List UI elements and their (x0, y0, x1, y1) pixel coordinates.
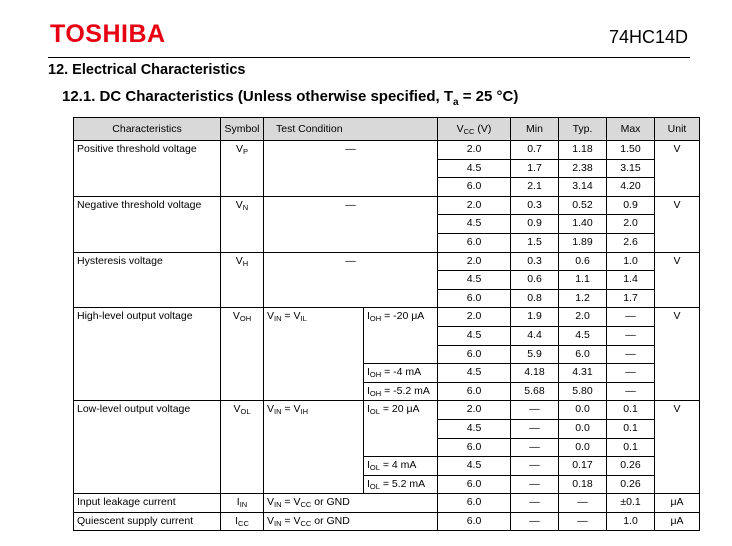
symbol-cell (221, 512, 264, 531)
sub-cond-p: I (367, 403, 370, 416)
max-value: 1.4 (607, 271, 655, 290)
cond-a-sub: IN (274, 314, 282, 324)
sub-cond-p: I (367, 477, 370, 490)
symbol-sub: P (243, 147, 249, 156)
subtitle-main: 12.1. DC Characteristics (Unless otherwise specified, T (62, 88, 453, 105)
table-row (74, 401, 700, 420)
sub-cond-t: = -5.2 mA (381, 384, 430, 397)
symbol-cell (221, 308, 264, 401)
sub-cond-s: OH (369, 314, 382, 324)
typ-value: 1.89 (559, 233, 607, 252)
vcc-value: 4.5 (438, 457, 511, 476)
sub-cond-s: OL (369, 407, 380, 417)
subsection-title (62, 88, 518, 108)
cond-b: = V (281, 514, 301, 527)
characteristic-name: Negative threshold voltage (74, 196, 221, 252)
table-row (74, 252, 700, 271)
cond-a-sub: IN (274, 500, 282, 510)
sub-condition (364, 475, 438, 494)
typ-value: 0.0 (559, 401, 607, 420)
table-row (74, 512, 700, 531)
col-vcc-sub: CC (463, 127, 475, 136)
sub-cond-t: = 20 μA (379, 403, 420, 416)
cond-b: = V (281, 310, 301, 323)
cond-a: V (267, 403, 275, 416)
sub-cond-t: = -20 μA (381, 310, 425, 323)
col-vcc-unit: (V) (474, 123, 492, 135)
min-value: — (511, 475, 559, 494)
sub-cond-p: I (367, 310, 370, 323)
cond-c: or GND (311, 496, 350, 509)
typ-value: 2.38 (559, 159, 607, 178)
max-value: 4.20 (607, 178, 655, 197)
header-rule (48, 57, 690, 58)
sub-cond-s: OH (369, 388, 382, 398)
min-value: 0.9 (511, 215, 559, 234)
section-title: 12. Electrical Characteristics (48, 62, 246, 78)
typ-value: 1.18 (559, 141, 607, 160)
symbol-main: V (233, 403, 241, 416)
cond-b-sub: IH (300, 407, 308, 417)
max-value: 0.1 (607, 419, 655, 438)
max-value: — (607, 382, 655, 401)
max-value: — (607, 364, 655, 383)
max-value: 0.1 (607, 401, 655, 420)
min-value: 4.18 (511, 364, 559, 383)
test-condition (264, 401, 364, 494)
typ-value: 4.5 (559, 326, 607, 345)
sub-cond-p: I (367, 384, 370, 397)
characteristic-name: Hysteresis voltage (74, 252, 221, 308)
sub-condition (364, 308, 438, 364)
symbol-main: I (235, 514, 239, 527)
col-vcc-v: V (456, 123, 464, 135)
cond-a-sub: IN (274, 518, 282, 528)
col-unit: Unit (655, 118, 700, 141)
sub-cond-s: OL (369, 481, 380, 491)
cond-b-sub: IL (300, 314, 307, 324)
max-value: 0.1 (607, 438, 655, 457)
max-value: 1.50 (607, 141, 655, 160)
max-value: ±0.1 (607, 494, 655, 513)
sub-cond-t: = -4 mA (381, 366, 422, 379)
symbol-main: I (236, 496, 240, 509)
table-row (74, 494, 700, 513)
col-test-condition-label: Test Condition (276, 123, 343, 135)
min-value: — (511, 457, 559, 476)
brand-logo: TOSHIBA (50, 20, 166, 48)
min-value: — (511, 494, 559, 513)
vcc-value: 6.0 (438, 289, 511, 308)
typ-value: 2.0 (559, 308, 607, 327)
symbol-main: V (235, 198, 243, 211)
vcc-value: 6.0 (438, 494, 511, 513)
symbol-sub: OL (240, 407, 251, 417)
symbol-cell (221, 196, 264, 252)
max-value: 2.6 (607, 233, 655, 252)
vcc-value: 4.5 (438, 364, 511, 383)
symbol-cell (221, 141, 264, 197)
subtitle-sub: a (452, 97, 459, 108)
typ-value: 0.17 (559, 457, 607, 476)
table-header-row (74, 118, 700, 141)
col-min: Min (511, 118, 559, 141)
sub-condition (364, 401, 438, 457)
symbol-cell (221, 401, 264, 494)
col-vcc (438, 118, 511, 141)
sub-condition (364, 382, 438, 401)
subtitle-tail: = 25 °C) (458, 88, 519, 105)
cond-b-sub: CC (300, 518, 312, 528)
vcc-value: 6.0 (438, 512, 511, 531)
symbol-main: V (235, 254, 243, 267)
vcc-value: 6.0 (438, 345, 511, 364)
min-value: 1.5 (511, 233, 559, 252)
typ-value: — (559, 494, 607, 513)
typ-value: 0.6 (559, 252, 607, 271)
part-number: 74HC14D (608, 27, 688, 47)
min-value: 0.3 (511, 196, 559, 215)
max-value: 3.15 (607, 159, 655, 178)
min-value: 1.9 (511, 308, 559, 327)
min-value: 5.9 (511, 345, 559, 364)
typ-value: 0.52 (559, 196, 607, 215)
min-value: 0.6 (511, 271, 559, 290)
unit-value: μA (655, 512, 700, 531)
col-test-condition (264, 118, 438, 141)
vcc-value: 4.5 (438, 326, 511, 345)
test-condition: — (264, 252, 438, 308)
cond-a-sub: IN (274, 407, 282, 417)
test-condition: — (264, 196, 438, 252)
min-value: — (511, 401, 559, 420)
typ-value: 1.40 (559, 215, 607, 234)
vcc-value: 4.5 (438, 419, 511, 438)
typ-value: 0.0 (559, 419, 607, 438)
typ-value: — (559, 512, 607, 531)
min-value: 0.7 (511, 141, 559, 160)
symbol-cell (221, 252, 264, 308)
symbol-main: V (235, 143, 243, 155)
cond-b-sub: CC (300, 500, 312, 510)
cond-a: V (267, 496, 275, 509)
sub-cond-p: I (367, 366, 370, 379)
min-value: 4.4 (511, 326, 559, 345)
max-value: 1.0 (607, 512, 655, 531)
vcc-value: 2.0 (438, 308, 511, 327)
typ-value: 0.0 (559, 438, 607, 457)
max-value: 2.0 (607, 215, 655, 234)
max-value: 0.26 (607, 475, 655, 494)
col-max: Max (607, 118, 655, 141)
col-characteristics: Characteristics (74, 118, 221, 141)
max-value: — (607, 345, 655, 364)
typ-value: 6.0 (559, 345, 607, 364)
min-value: 5.68 (511, 382, 559, 401)
dc-characteristics-table (73, 117, 700, 531)
vcc-value: 4.5 (438, 159, 511, 178)
col-symbol: Symbol (221, 118, 264, 141)
max-value: 1.7 (607, 289, 655, 308)
unit-value: μA (655, 494, 700, 513)
sub-cond-t: = 4 mA (379, 459, 417, 472)
vcc-value: 6.0 (438, 475, 511, 494)
min-value: 2.1 (511, 178, 559, 197)
sub-cond-s: OH (369, 370, 382, 380)
vcc-value: 6.0 (438, 382, 511, 401)
min-value: — (511, 512, 559, 531)
vcc-value: 2.0 (438, 196, 511, 215)
vcc-value: 6.0 (438, 438, 511, 457)
cond-b: = V (281, 403, 301, 416)
max-value: 0.26 (607, 457, 655, 476)
sub-cond-t: = 5.2 mA (379, 477, 426, 490)
table-row (74, 141, 700, 160)
min-value: 0.3 (511, 252, 559, 271)
max-value: 1.0 (607, 252, 655, 271)
vcc-value: 2.0 (438, 141, 511, 160)
typ-value: 3.14 (559, 178, 607, 197)
cond-a: V (267, 310, 275, 323)
table-body (74, 141, 700, 531)
test-condition: — (264, 141, 438, 197)
typ-value: 0.18 (559, 475, 607, 494)
typ-value: 1.2 (559, 289, 607, 308)
symbol-sub: IN (239, 500, 248, 510)
table-row (74, 196, 700, 215)
max-value: — (607, 308, 655, 327)
characteristic-name: Positive threshold voltage (74, 141, 221, 197)
test-condition (264, 512, 438, 531)
vcc-value: 2.0 (438, 252, 511, 271)
vcc-value: 4.5 (438, 215, 511, 234)
test-condition (264, 308, 364, 401)
sub-cond-s: OL (369, 463, 380, 473)
symbol-sub: CC (238, 518, 249, 528)
unit-value: V (655, 401, 700, 494)
symbol-sub: H (242, 258, 249, 268)
sub-cond-p: I (367, 459, 370, 472)
vcc-value: 2.0 (438, 401, 511, 420)
sub-condition (364, 364, 438, 383)
page-header (0, 0, 732, 60)
characteristic-name: Input leakage current (74, 494, 221, 513)
min-value: — (511, 419, 559, 438)
typ-value: 4.31 (559, 364, 607, 383)
cond-a: V (267, 514, 275, 527)
vcc-value: 6.0 (438, 233, 511, 252)
unit-value: V (655, 196, 700, 252)
max-value: 0.9 (607, 196, 655, 215)
unit-value: V (655, 252, 700, 308)
vcc-value: 4.5 (438, 271, 511, 290)
cond-c: or GND (311, 514, 350, 527)
typ-value: 1.1 (559, 271, 607, 290)
symbol-cell (221, 494, 264, 513)
min-value: 0.8 (511, 289, 559, 308)
min-value: — (511, 438, 559, 457)
max-value: — (607, 326, 655, 345)
characteristic-name: Low-level output voltage (74, 401, 221, 494)
symbol-sub: OH (239, 314, 252, 324)
unit-value: V (655, 141, 700, 197)
symbol-sub: N (242, 202, 249, 212)
cond-b: = V (281, 496, 301, 509)
sub-condition (364, 457, 438, 476)
characteristic-name: Quiescent supply current (74, 512, 221, 531)
typ-value: 5.80 (559, 382, 607, 401)
test-condition (264, 494, 438, 513)
min-value: 1.7 (511, 159, 559, 178)
characteristic-name: High-level output voltage (74, 308, 221, 401)
unit-value: V (655, 308, 700, 401)
vcc-value: 6.0 (438, 178, 511, 197)
symbol-main: V (232, 310, 240, 323)
col-typ: Typ. (559, 118, 607, 141)
table-row (74, 308, 700, 327)
